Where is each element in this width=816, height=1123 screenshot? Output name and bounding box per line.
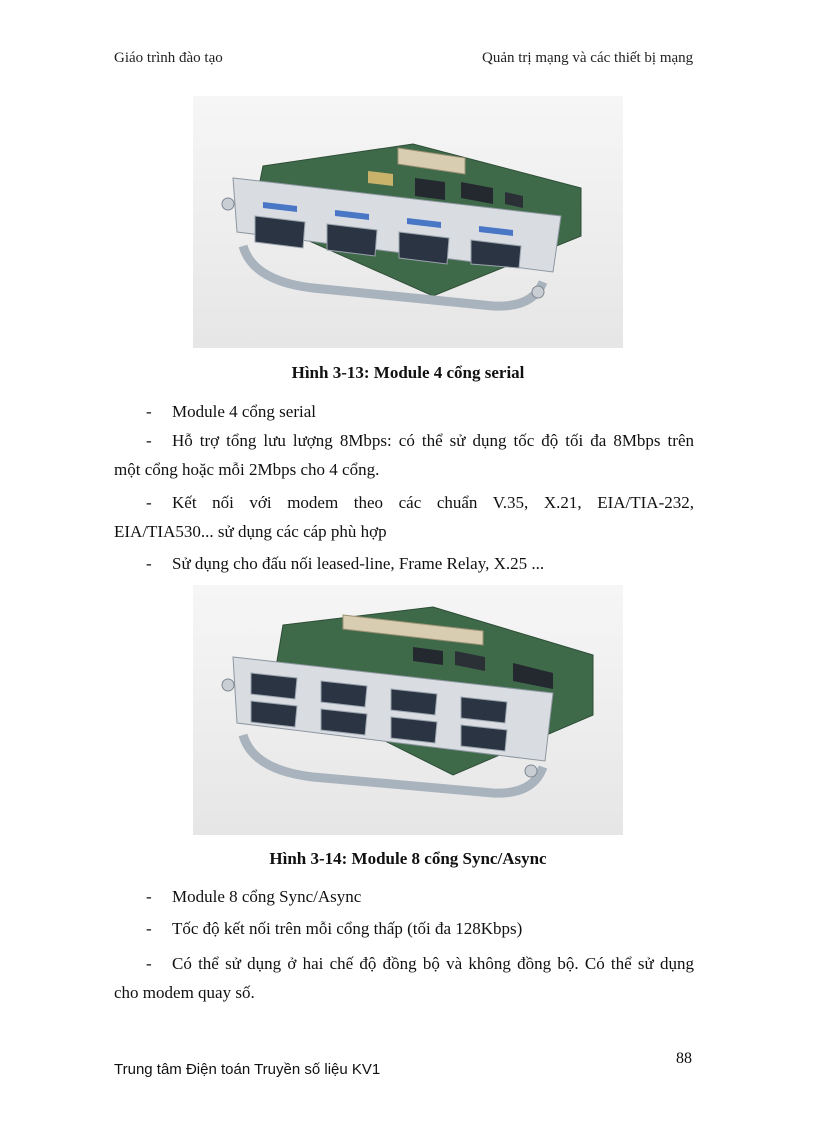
figure-4-port-serial-module	[193, 96, 623, 348]
bullet-text: Module 4 cổng serial	[172, 402, 316, 421]
bullet-text: Có thể sử dụng ở hai chế độ đồng bộ và không đồng bộ. Có thể sử dụng	[172, 954, 694, 973]
bullet-text: Sử dụng cho đấu nối leased-line, Frame Relay, X.25 ...	[172, 554, 545, 573]
bullet-text: Tốc độ kết nối trên mỗi cổng thấp (tối đa 128Kbps)	[172, 919, 523, 938]
bullet-item: - Module 8 cổng Sync/Async	[146, 887, 362, 906]
bullet-text: Hỗ trợ tổng lưu lượng 8Mbps: có thể sử dụng tốc độ tối đa 8Mbps trên	[172, 431, 694, 450]
figure-caption-3-13: Hình 3-13: Module 4 cổng serial	[291, 363, 525, 382]
bullet-item: - Hỗ trợ tổng lưu lượng 8Mbps: có thể sử dụng tốc độ tối đa 8Mbps trên một cổng hoặc mỗi 2Mbps cho 4 cổng.	[114, 426, 694, 484]
page-number: 88	[676, 1050, 692, 1067]
bullet-item: - Kết nối với modem theo các chuẩn V.35, X.21, EIA/TIA-232, EIA/TIA530... sử dụng các cáp phù hợp	[114, 488, 694, 546]
bullet-item: - Có thể sử dụng ở hai chế độ đồng bộ và không đồng bộ. Có thể sử dụng cho modem quay số.	[114, 949, 694, 1007]
bullet-text: Kết nối với modem theo các chuẩn V.35, X.21, EIA/TIA-232,	[172, 493, 694, 512]
module-4-port-photo	[193, 96, 623, 348]
figure-caption-3-14: Hình 3-14: Module 8 cổng Sync/Async	[269, 849, 547, 868]
figure-8-port-sync-async-module	[193, 585, 623, 835]
bullet-item: - Sử dụng cho đấu nối leased-line, Frame Relay, X.25 ...	[146, 554, 545, 573]
bullet-text-continued: EIA/TIA530... sử dụng các cáp phù hợp	[114, 522, 387, 541]
running-header-left: Giáo trình đào tạo	[114, 50, 223, 66]
bullet-item: - Module 4 cổng serial	[146, 402, 316, 421]
bullet-text-continued: cho modem quay số.	[114, 983, 255, 1002]
bullet-item: - Tốc độ kết nối trên mỗi cổng thấp (tối đa 128Kbps)	[146, 919, 523, 938]
running-header-right: Quản trị mạng và các thiết bị mạng	[482, 50, 694, 66]
footer-organization: Trung tâm Điện toán Truyền số liệu KV1	[114, 1061, 381, 1078]
bullet-text: Module 8 cổng Sync/Async	[172, 887, 362, 906]
bullet-text-continued: một cổng hoặc mỗi 2Mbps cho 4 cổng.	[114, 460, 380, 479]
module-8-port-photo	[193, 585, 623, 835]
